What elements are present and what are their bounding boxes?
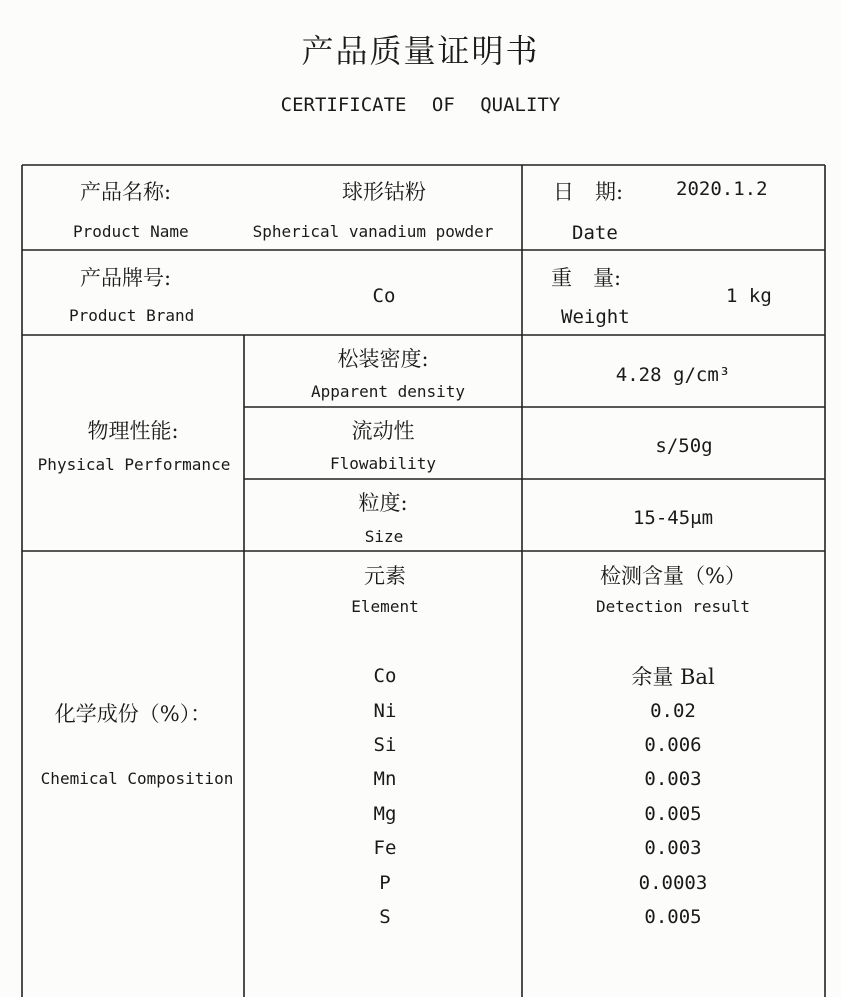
result-cell: 0.003 xyxy=(644,837,702,859)
product-name-value-en: Spherical vanadium powder xyxy=(252,222,494,241)
size-label-en: Size xyxy=(364,527,404,546)
result-cell: 0.0003 xyxy=(638,872,708,894)
date-label-cn: 日 期: xyxy=(553,180,624,204)
chemical-label-en: Chemical Composition xyxy=(40,769,234,788)
product-name-label-en: Product Name xyxy=(73,222,189,241)
brand-value: Co xyxy=(372,285,396,307)
element-cell: Mg xyxy=(373,803,397,825)
size-value: 15-45μm xyxy=(632,507,714,529)
result-cell: 0.005 xyxy=(644,906,702,928)
element-cell: Ni xyxy=(373,700,397,722)
physical-label-en: Physical Performance xyxy=(37,455,231,474)
element-header-cn: 元素 xyxy=(364,564,406,588)
flow-label-cn: 流动性 xyxy=(351,419,415,443)
brand-label-cn: 产品牌号: xyxy=(80,266,172,290)
size-label-cn: 粒度: xyxy=(358,491,408,515)
result-cell: 0.02 xyxy=(650,700,696,722)
result-cell: 0.003 xyxy=(644,768,702,790)
weight-value: 1 kg xyxy=(726,285,772,307)
density-label-cn: 松装密度: xyxy=(337,347,429,371)
physical-label-cn: 物理性能: xyxy=(87,419,179,443)
result-cell: 0.006 xyxy=(644,734,702,756)
element-header-en: Element xyxy=(351,597,419,616)
page-title: 产品质量证明书 xyxy=(301,32,540,70)
date-label-en: Date xyxy=(572,222,618,244)
brand-label-en: Product Brand xyxy=(69,306,195,325)
density-label-en: Apparent density xyxy=(310,382,466,401)
flow-label-en: Flowability xyxy=(330,454,436,473)
result-cell: 0.005 xyxy=(644,803,702,825)
element-cell: Si xyxy=(373,734,397,756)
result-header-cn: 检测含量（%） xyxy=(600,564,746,588)
flow-value: s/50g xyxy=(655,435,713,457)
element-cell: S xyxy=(379,906,391,928)
chemical-label-cn: 化学成份（%）： xyxy=(54,702,212,726)
date-value: 2020.1.2 xyxy=(676,178,768,200)
result-header-en: Detection result xyxy=(595,597,751,616)
weight-label-cn: 重 量: xyxy=(551,266,622,290)
product-name-label-cn: 产品名称: xyxy=(80,180,172,204)
element-cell: Co xyxy=(373,665,397,687)
density-value: 4.28 g/cm³ xyxy=(615,364,731,386)
result-cell: 余量 Bal xyxy=(631,665,715,689)
page-subtitle: CERTIFICATE OF QUALITY xyxy=(280,94,561,116)
product-name-value-cn: 球形钴粉 xyxy=(342,180,426,204)
weight-label-en: Weight xyxy=(561,306,630,328)
element-cell: P xyxy=(379,872,391,894)
element-cell: Fe xyxy=(373,837,397,859)
element-cell: Mn xyxy=(373,768,397,790)
